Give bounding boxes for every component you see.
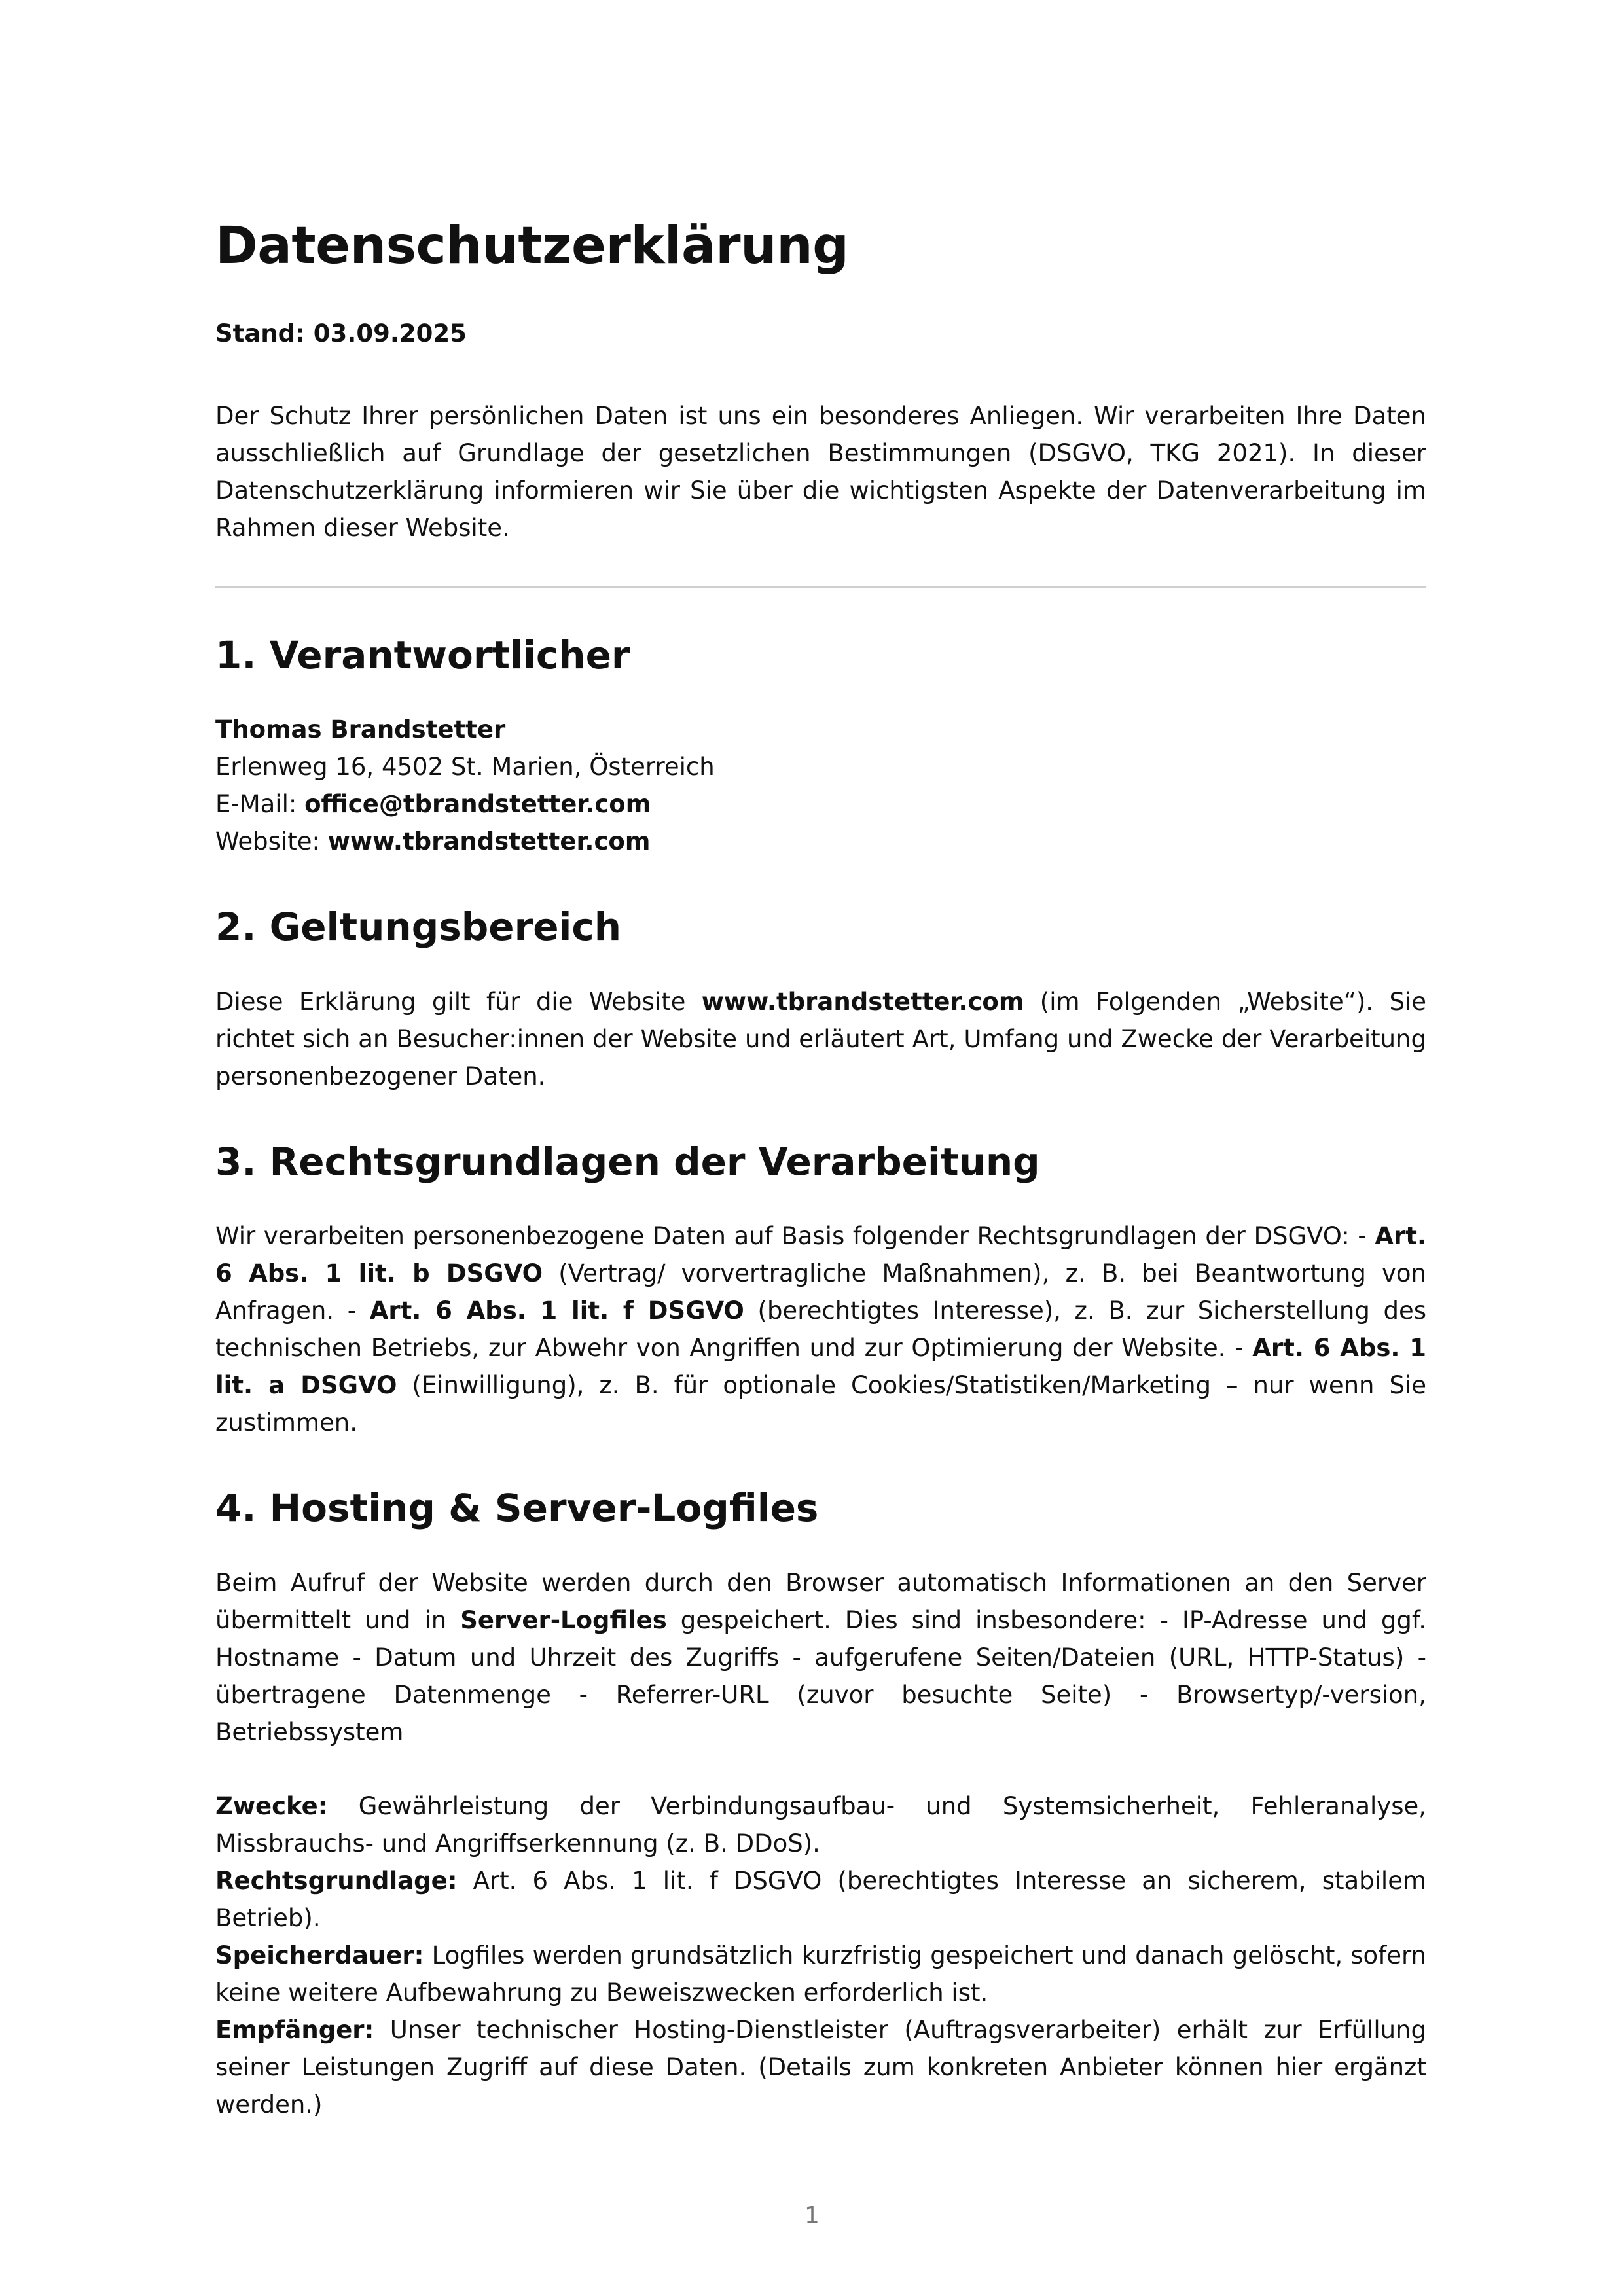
recipient-item: Empfänger: Unser technischer Hosting-Dienstleister (Auftragsverarbeiter) erhält zur Erfüllung seiner Leistungen Zugriff auf diese Daten. (Details zum konkreten Anbieter können hier ergänzt werden.)	[215, 2015, 1426, 2119]
email-label: E-Mail:	[215, 790, 305, 819]
section-legal-basis	[215, 1139, 1426, 1442]
legal-item: Rechtsgrundlage: Art. 6 Abs. 1 lit. f DSGVO (berechtigtes Interesse an sicherem, stabilem Betrieb).	[215, 1866, 1426, 1932]
section-controller	[215, 633, 1426, 861]
storage-item: Speicherdauer: Logfiles werden grundsätzlich kurzfristig gespeichert und danach gelöscht, sofern keine weitere Aufbewahrung zu Beweiszwecken erforderlich ist.	[215, 1941, 1426, 2007]
website-label: Website:	[215, 827, 328, 856]
intro-paragraph: Der Schutz Ihrer persönlichen Daten ist uns ein besonderes Anliegen. Wir verarbeiten Ihre Daten ausschließlich auf Grundlage der gesetzlichen Bestimmungen (DSGVO, TKG 2021). In dieser Datenschutzerklärung informieren wir Sie über die wichtigsten Aspekte der Datenverarbeitung im Rahmen dieser Website.	[215, 401, 1426, 542]
hosting-paragraph: Beim Aufruf der Website werden durch den Browser automatisch Informationen an den Server übermittelt und in Server-Logfiles gespeichert. Dies sind insbesondere: - IP-Adresse und ggf. Hostname - Datum und Uhrzeit des Zugriffs - aufgerufene Seiten/Dateien (URL, HTTP-Status) - übertragene Datenmenge - Referrer-URL (zuvor besuchte Seite) - Browsertyp/-version, Betriebssystem	[215, 1568, 1426, 1746]
purpose-item: Zwecke: Gewährleistung der Verbindungsaufbau- und Systemsicherheit, Fehleranalyse, Missbrauchs- und Angriffserkennung (z. B. DDoS).	[215, 1791, 1426, 1857]
website-link[interactable]: www.tbrandstetter.com	[701, 987, 1024, 1016]
section-heading: 1. Verantwortlicher	[215, 632, 630, 677]
controller-address	[215, 711, 1426, 860]
page-number: 1	[804, 2202, 820, 2229]
document-title: Datenschutzerklärung	[215, 217, 849, 276]
section-hosting	[215, 1486, 1426, 2123]
section-heading: 3. Rechtsgrundlagen der Verarbeitung	[215, 1139, 1040, 1184]
email-link[interactable]: office@tbrandstetter.com	[304, 790, 651, 819]
section-scope	[215, 905, 1426, 1095]
legal-basis-paragraph: Wir verarbeiten personenbezogene Daten auf Basis folgender Rechtsgrundlagen der DSGVO: - Art. 6 Abs. 1 lit. b DSGVO (Vertrag/ vorvertragliche Maßnahmen), z. B. bei Beantwortung von Anfragen. - Art. 6 Abs. 1 lit. f DSGVO (berechtigtes Interesse), z. B. zur Sicherstellung des technischen Betriebs, zur Abwehr von Angriffen und zur Optimierung der Website. - Art. 6 Abs. 1 lit. a DSGVO (Einwilligung), z. B. für optionale Cookies/Statistiken/Marketing – nur wenn Sie zustimmen.	[215, 1222, 1426, 1437]
controller-name: Thomas Brandstetter	[215, 715, 506, 744]
section-heading: 2. Geltungsbereich	[215, 905, 622, 950]
section-heading: 4. Hosting & Server-Logfiles	[215, 1486, 819, 1531]
document-page	[215, 216, 1426, 2123]
controller-street: Erlenweg 16, 4502 St. Marien, Österreich	[215, 753, 715, 781]
website-link[interactable]: www.tbrandstetter.com	[327, 827, 651, 856]
revision-date: Stand: 03.09.2025	[215, 319, 467, 348]
scope-paragraph: Diese Erklärung gilt für die Website www.tbrandstetter.com (im Folgenden „Website“). Sie richtet sich an Besucher:innen der Website und erläutert Art, Umfang und Zwecke der Verarbeitung personenbezogener Daten.	[215, 987, 1426, 1090]
divider	[215, 586, 1426, 588]
